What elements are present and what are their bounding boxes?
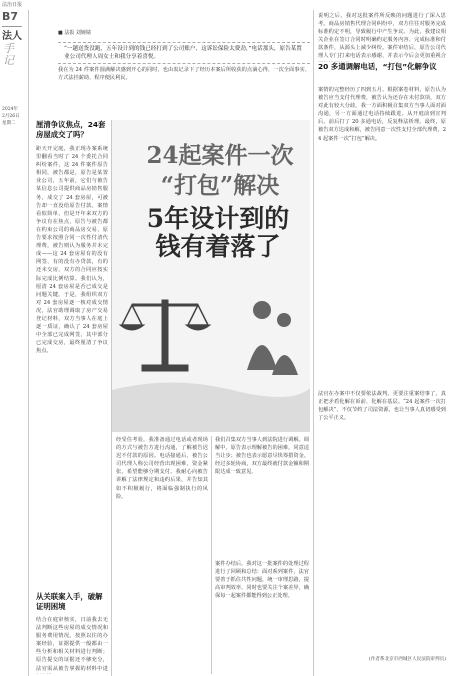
page-number: B7 [2, 10, 19, 23]
middle-column-right-body: 我们召集双方当事人到法院进行调解。调解中，原告表示理解被告的困难，同意适当让步；被告也表示愿意尽快筹措资金。经过多轮协商，双方最终就付款金额和期限达成一致意见。 [215, 437, 309, 476]
masthead [0, 0, 450, 10]
divider [2, 26, 22, 27]
section-title-2: 从关联案入手，破解证明困境 [36, 592, 103, 611]
right-column-top-body: 说明之后，我对这批案件所反映的问题进行了深入思考。商品房销售代理合同纠纷中，双方往往对服务完成标准约定不明，导致履行中产生争议。为此，我建议相关企业在签订合同时明确约定服务内容、完成标准和付款条件，从源头上减少纠纷。案件审结后，原告公司代理人专门打来电话表示感谢，并表示今后会更加重视合 [318, 13, 446, 60]
column-rule-3 [211, 436, 212, 674]
middle-column-left-body: 经受住考验，我准备通过电话或者现场的方式与被告方进行沟通，了解被告迟迟不付款的原因。电话接通后，被告公司代理人称公司经营出现困难，资金紧张，希望能够分期支付。我耐心向被告讲解了法律规定和违约后果，并告知其如不积极履行，将面临强制执行的风险。 [116, 437, 208, 500]
right-column-bottom-body: 法官在办案中不仅要依法裁判，更要注重案结事了，真正把矛盾化解在诉前、化解在基层。“24 起案件一次打包解决”，不仅节约了司法资源，也让当事人真切感受到了公平正义。 [318, 391, 446, 422]
section-name-bottom: 手记 [3, 42, 14, 67]
headline-line-1: 24起案件一次 [146, 142, 294, 169]
section-sidebar [2, 10, 24, 130]
middle-column-right-body-2: 案件办结后，我对这一批案件的处理过程进行了回顾和总结：面对系列案件，法官要善于抓住共性问题，统一审理思路，提高审判效率，同时也要关注个案差异，确保每一起案件都能得到公正处理。 [215, 561, 309, 600]
section-title-1: 厘清争议焦点，24套房屋成交了吗？ [36, 120, 106, 139]
headline-line-3: 5年设计到的 [146, 204, 290, 233]
issue-year: 2024年 [2, 107, 18, 112]
byline: ■ 法报 刘婉婧 [58, 30, 91, 36]
column-rule-2 [313, 10, 314, 676]
section-body-2: 结合在庭审核实，日前我去无法判断这些房屋的成交情况和服务费用情况。按照以往的办案经验，证据提供一般都由一些分析和相关材料进行判断；原告提交的证据还不够充分，法官需从被告掌握的材料中进 [36, 617, 108, 672]
issue-weekday: 星期二 [2, 121, 16, 126]
headline-line-4: 钱有着落了 [155, 232, 281, 261]
sidebar-rule [28, 10, 29, 676]
author-note: (作者系北京市西城区人民法院审判员) [368, 657, 446, 662]
headline-line-2: “打包”解决 [160, 172, 280, 199]
section-title-3: 20 多通调解电话，“打包”化解争议 [318, 62, 437, 71]
section-body-3: 案情的完整经历了四到五月。根据案卷材料，原告认为被告应当支付代理费，被告认为还存在未付款项，双方对此有较大分歧。我一方面积极召集双方当事人面对面沟通，另一方面通过电话持续跟进。从开庭前到宣判后，前后打了 20 多通电话，反复释法析理。最终，原被告双方达成和解，被告同意一次性支付全部代理费，24 起案件一次“打包”解决。 [318, 87, 446, 142]
pull-quote [58, 42, 310, 64]
pull-quote-text: “一趟送货没跑，五年设计到的钱已经打到了公司账户，这诉讼保险太费劲，”电话那头，原告某置业公司代理人周女士和我分享着喜悦。 [64, 46, 302, 60]
section-name-top: 法人 [2, 31, 22, 42]
newspaper-name: 法治日报 [2, 2, 23, 8]
issue-date: 2月26日 [2, 114, 20, 119]
lead-paragraph: 我在为 24 件案件圆满解决感到开心的同时，也由衷记录下了经历本案后所收获的点滴心得，一次全面事实、方式法挂薪助、程序便民利民。 [58, 67, 310, 82]
section-body-1: 距天开完庭，我正现办案系统里翻看当时了 24 个委托合同纠纷案件，这 24 件案件原告相同，被告都是，原告是某置业公司，五年前，它们与被告某信息公司提供商品房销售服务，成交了 24 套房屋，可被告却一直没给原告付款。案情看似简单，但是开年来双方的争议有在焦点，原告与被告都在约束公司的商品房交易，原告要求按照合同一次性付清代理费，被告则认为服务并未完成——这 24 套房屋有的没有网签、有的没有办贷款，有的还未交房，双方的合同应按实际完成比例结算。我们认为，厘清 24 套房屋是否已成交是问题关键。于是，我组织双方对 24 套房屋逐一核对成交情况，法官助理调取了房产交易登记材料，双方当事人在庭上逐一质证，确认了 24 套房屋中全部已完成网签，其中部分已完成交房，最终厘清了争议焦点。 [36, 146, 108, 355]
